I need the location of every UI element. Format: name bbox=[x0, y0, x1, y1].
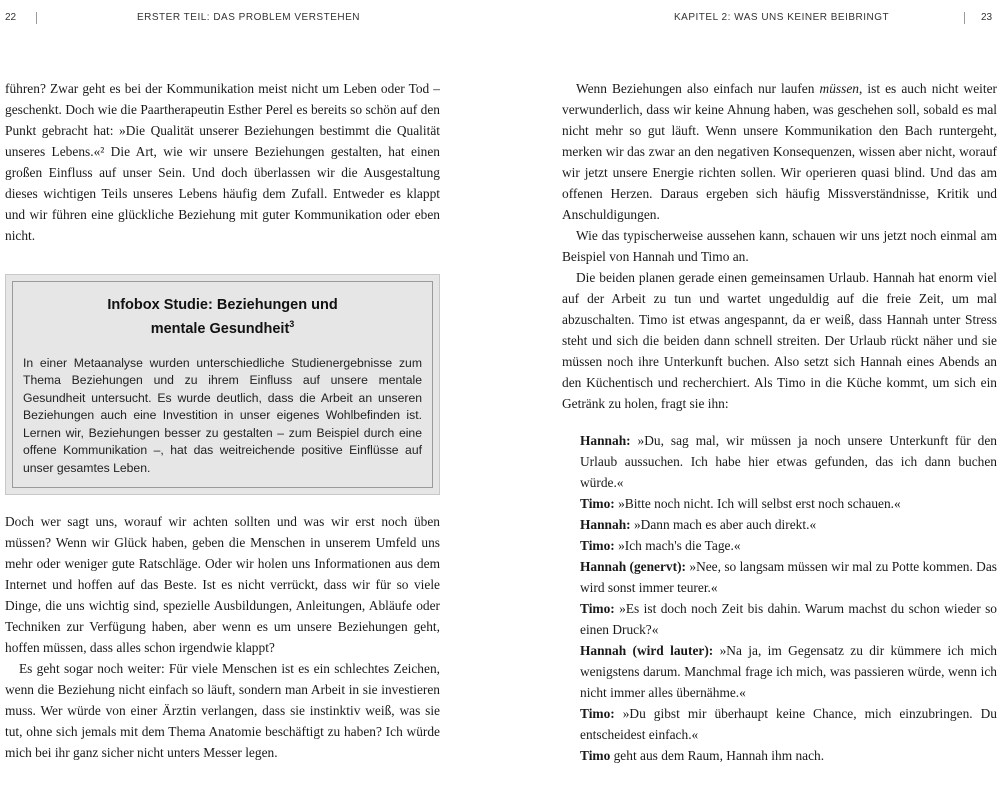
right-paragraph-1-start: Wenn Beziehungen also einfach nur laufen bbox=[576, 81, 820, 96]
infobox-title bbox=[23, 296, 422, 339]
dialogue-line bbox=[580, 514, 997, 535]
dialogue-text: »Na ja, im Gegensatz zu dir kümmere ich mich wenigstens darum. Manchmal frage ich mich, was passieren würde, wenn ich nicht immer alles übernähme.« bbox=[580, 643, 997, 700]
right-header-divider bbox=[964, 12, 965, 24]
infobox-body: In einer Metaanalyse wurden unterschiedliche Studienergebnisse zum Thema Beziehungen und zu ihrem Einfluss auf unsere mentale Gesundheit untersucht. Es wurde deutlich, dass die Arbeit an unseren Beziehungen auch eine Investition in unser eigenes Wohlbefinden ist. Lernen wir, Beziehungen besser zu gestalten – zum Beispiel durch eine offene Kommunikation –, hat das weitreichende positive Einflüsse auf unser gesamtes Leben. bbox=[23, 355, 422, 475]
emphasis: müssen bbox=[819, 81, 859, 96]
dialogue-speaker: Timo: bbox=[580, 496, 615, 511]
infobox-frame bbox=[12, 281, 433, 488]
dialogue-text: »Ich mach's die Tage.« bbox=[614, 538, 741, 553]
dialogue-text: »Es ist doch noch Zeit bis dahin. Warum machst du schon wieder so einen Druck?« bbox=[580, 601, 997, 637]
right-page-number: 23 bbox=[981, 12, 993, 23]
dialogue-line bbox=[580, 535, 997, 556]
dialogue-speaker: Timo: bbox=[580, 601, 615, 616]
dialogue-text: »Du, sag mal, wir müssen ja noch unsere Unterkunft für den Urlaub aussuchen. Ich habe hier etwas gefunden, das ich dann buchen würde.« bbox=[580, 433, 997, 490]
right-paragraph-3: Die beiden planen gerade einen gemeinsamen Urlaub. Hannah hat enorm viel auf der Arbeit zu tun und wartet ungeduldig auf die freie Zeit, um mal abzuschalten. Timo ist etwas angespannt, da er weiß, dass Hannah unter Stress steht und sich die beiden dann schnell streiten. Der Urlaub rückt näher und sie müssen noch ihre Unterkunft buchen. Also setzt sich Hannah eines Abends an den Küchentisch und recherchiert. Als Timo in die Küche kommt, um sich ein Getränk zu holen, fragt sie ihn: bbox=[562, 270, 997, 411]
right-paragraph-1 bbox=[562, 78, 997, 225]
left-header-divider bbox=[36, 12, 37, 24]
dialogue-speaker: Hannah: bbox=[580, 517, 631, 532]
dialogue-speaker: Hannah: bbox=[580, 433, 631, 448]
left-page-number: 22 bbox=[5, 12, 17, 23]
footnote-ref: 3 bbox=[289, 319, 295, 329]
dialogue-line bbox=[580, 430, 997, 493]
dialogue-line bbox=[580, 598, 997, 640]
dialogue-line bbox=[580, 493, 997, 514]
dialogue-speaker: Timo: bbox=[580, 706, 615, 721]
dialogue-text: »Bitte noch nicht. Ich will selbst erst noch schauen.« bbox=[614, 496, 901, 511]
dialogue-text: »Du gibst mir überhaupt keine Chance, mich einzubringen. Du entscheidest einfach.« bbox=[580, 706, 997, 742]
dialogue-speaker: Timo bbox=[580, 748, 611, 763]
right-page-body bbox=[562, 78, 997, 766]
dialogue-line bbox=[580, 640, 997, 703]
infobox bbox=[5, 274, 440, 495]
left-paragraph-2: Doch wer sagt uns, worauf wir achten sollten und was wir erst noch üben müssen? Wenn wir Glück haben, geben die Menschen in unserem Umfeld uns mehr oder weniger gute Ratschläge. Oder wir holen uns Informationen aus dem Internet und hoffen auf das Beste. Ist es nicht verrückt, dass wir für so viele Dinge, die uns wichtig sind, spezielle Ausbildungen, Anleitungen, Abläufe oder Techniken zur Verfügung haben, aber wenn es um unsere Beziehungen geht, hoffen müssen, dass alles schon irgendwie klappt? bbox=[5, 514, 440, 656]
dialogue-text: geht aus dem Raum, Hannah ihm nach. bbox=[610, 748, 825, 763]
dialogue-text: »Dann mach es aber auch direkt.« bbox=[630, 517, 817, 532]
right-paragraph-2: Wie das typischerweise aussehen kann, schauen wir uns jetzt noch einmal am Beispiel von Hannah und Timo an. bbox=[562, 228, 997, 264]
dialogue-line bbox=[580, 556, 997, 598]
dialogue-speaker: Timo: bbox=[580, 538, 615, 553]
dialogue-line bbox=[580, 745, 997, 766]
infobox-title-line2: mentale Gesundheit bbox=[150, 320, 290, 337]
dialogue-speaker: Hannah (wird lauter): bbox=[580, 643, 714, 658]
left-paragraph-3: Es geht sogar noch weiter: Für viele Menschen ist es ein schlechtes Zeichen, wenn die Beziehung nicht einfach so läuft, sondern man Arbeit in sie investieren muss. Wer würde von einer Ärztin verlangen, dass sie instinktiv weiß, was sie tut, ohne sich jemals mit dem Thema Anatomie beschäftigt zu haben? Ich würde mich bei ihr ganz sicher nicht unters Messer legen. bbox=[5, 661, 440, 761]
left-page-body bbox=[5, 78, 440, 763]
left-paragraph-1: führen? Zwar geht es bei der Kommunikation meist nicht um Leben oder Tod – geschenkt. Doch wie die Paartherapeutin Esther Perel es bereits so schön auf den Punkt gebracht hat: »Die Qualität unserer Beziehungen bestimmt die Qualität unseres Lebens.«² Die Art, wie wir unsere Beziehungen gestalten, hat einen großen Einfluss auf unser Sein. Und doch überlassen wir die Ausgestaltung dieses wichtigen Teils unseres Lebens häufig dem Zufall. Entweder es klappt und wir führen eine glückliche Beziehung mit guter Kommunikation oder eben nicht. bbox=[5, 81, 440, 243]
dialogue-line bbox=[580, 703, 997, 745]
right-running-header: KAPITEL 2: WAS UNS KEINER BEIBRINGT bbox=[674, 12, 890, 23]
dialogue-speaker: Hannah (genervt): bbox=[580, 559, 687, 574]
dialogue bbox=[562, 430, 997, 766]
left-running-header: ERSTER TEIL: DAS PROBLEM VERSTEHEN bbox=[137, 12, 360, 23]
infobox-title-line1: Infobox Studie: Beziehungen und bbox=[107, 297, 338, 313]
dialogue-text: »Nee, so langsam müssen wir mal zu Potte kommen. Das wird sonst immer teurer.« bbox=[580, 559, 997, 595]
right-paragraph-1-end: , ist es auch nicht weiter verwunderlich, dass wir keine Ahnung haben, was geschehen soll, sobald es mal nicht mehr so gut läuft. Wenn unsere Kommunikation den Bach runtergeht, merken wir das zwar an den negativen Konsequenzen, wissen aber nicht, worauf wir jetzt unsere Energie richten sollen. Wir operieren quasi blind. Und das am offenen Herzen. Daraus ergeben sich häufig Missverständnisse, Kritik und Anschuldigungen. bbox=[562, 81, 997, 222]
